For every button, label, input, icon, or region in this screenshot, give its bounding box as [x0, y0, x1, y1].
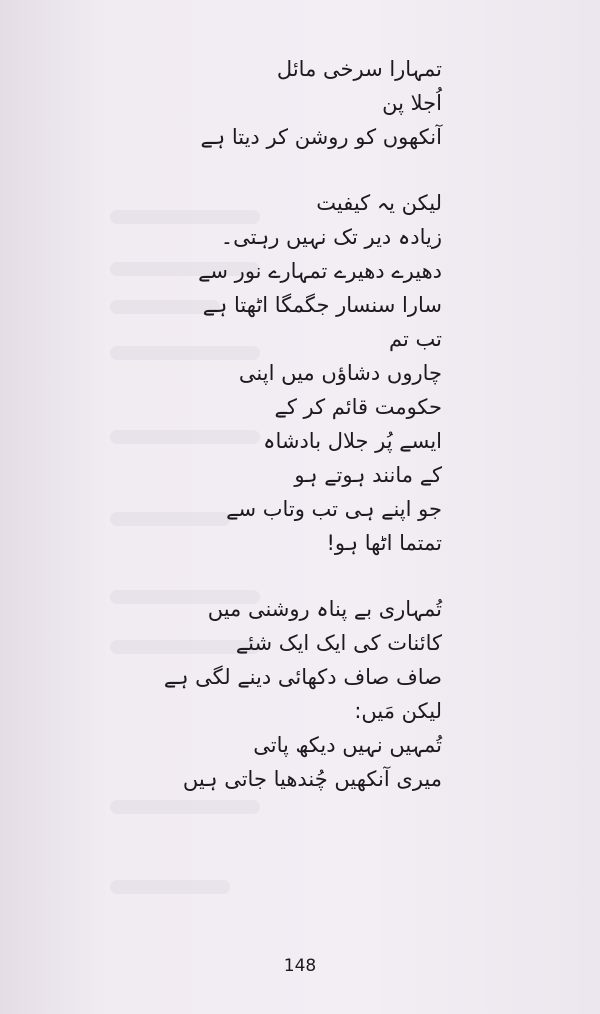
poem-line: سارا سنسار جگمگا اٹھتا ہے: [202, 293, 442, 317]
poem-line: حکومت قائم کر کے: [274, 395, 442, 419]
poem-line: تُمہیں نہیں دیکھ پاتی: [253, 733, 442, 757]
poem-line: آنکھوں کو روشن کر دیتا ہے: [200, 125, 442, 149]
poem-line: جو اپنے ہی تب وتاب سے: [226, 497, 442, 521]
bleed-through-mark: [110, 800, 260, 814]
bleed-through-mark: [110, 880, 230, 894]
poem-line: ایسے پُر جلال بادشاہ: [263, 429, 442, 453]
stanza-1: [102, 52, 442, 154]
poem-line: کائنات کی ایک ایک شئے: [235, 631, 442, 655]
poem-line: لیکن یہ کیفیت: [316, 191, 442, 215]
poem-line: اُجلا پن: [382, 91, 442, 115]
poem-line: لیکن مَیں:: [354, 699, 442, 723]
poem-line: دھیرے دھیرے تمہارے نور سے: [198, 259, 442, 283]
poem-line: تب تم: [389, 327, 442, 351]
stanza-2: [102, 186, 442, 560]
stanza-gap: [102, 154, 442, 186]
poem-line: تُمہاری بے پناہ روشنی میں: [207, 597, 442, 621]
poem-line: تمہارا سرخی مائل: [276, 57, 442, 81]
poem-line: میری آنکھیں چُندھیا جاتی ہیں: [182, 767, 442, 791]
page-number: 148: [283, 956, 317, 976]
stanza-gap: [102, 560, 442, 592]
poem-line: کے مانند ہوتے ہو: [294, 463, 442, 487]
poem-line: تمتما اٹھا ہو!: [326, 531, 442, 555]
poem-line: صاف صاف دکھائی دینے لگی ہے: [163, 665, 442, 689]
poem-line: چاروں دشاؤں میں اپنی: [238, 361, 442, 385]
poem-body: [102, 52, 442, 796]
poem-line: زیادہ دیر تک نہیں رہتی۔: [220, 225, 442, 249]
stanza-3: [102, 592, 442, 796]
